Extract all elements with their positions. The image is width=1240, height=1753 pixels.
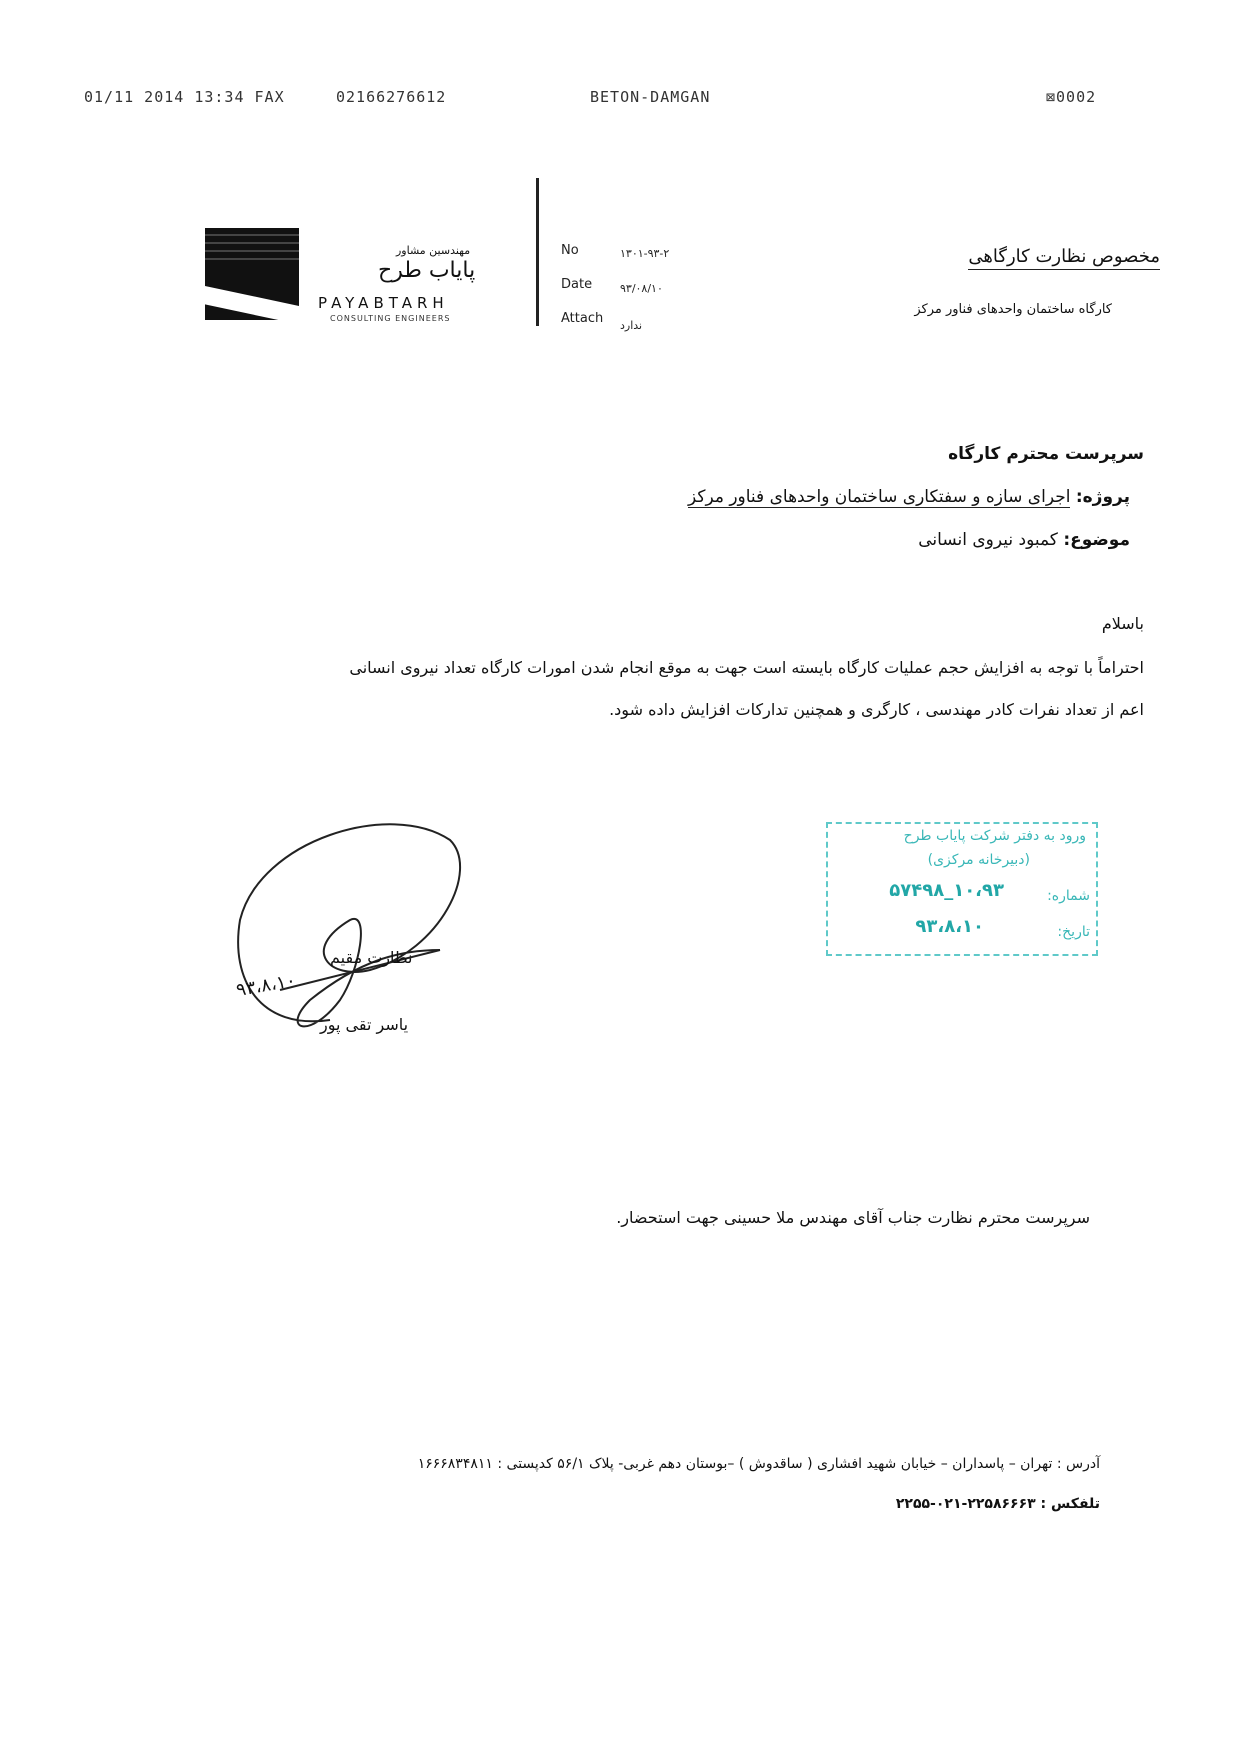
project-label: پروژه: [1075, 487, 1130, 507]
fax-sender: BETON-DAMGAN [590, 88, 711, 106]
project-line [688, 487, 1130, 507]
signature-date: ۹۳،۸،۱۰ [234, 969, 298, 1002]
recipient: سرپرست محترم کارگاه [948, 444, 1144, 464]
letter-attach-value: ندارد [620, 319, 643, 332]
body-line-2: اعم از تعداد نفرات کادر مهندسی ، کارگری و همچنین تدارکات افزایش داده شود. [609, 700, 1144, 719]
company-name-fa: پایاب طرح [378, 258, 476, 283]
fax-datetime: 01/11 2014 13:34 FAX [84, 88, 285, 106]
department-title: مخصوص نظارت کارگاهی [968, 246, 1160, 270]
company-tagline: CONSULTING ENGINEERS [330, 314, 451, 323]
stamp-number-value: ۱۰،۹۳_۵۷۴۹۸ [889, 880, 1004, 901]
signature-role: نظارت مقیم [330, 948, 413, 967]
company-name-en: PAYABTARH [318, 294, 449, 312]
subject-label: موضوع: [1063, 530, 1130, 550]
subject-line [918, 530, 1130, 550]
stamp-line-1: ورود به دفتر شرکت پایاب طرح [903, 828, 1086, 844]
receipt-stamp [826, 822, 1098, 956]
body-line-1: احتراماً با توجه به افزایش حجم عملیات کارگاه بایسته است جهت به موقع انجام شدن امورات کارگاه تعداد نیروی انسانی [349, 658, 1144, 677]
fax-page-icon: ⊠ [1046, 88, 1057, 106]
header-divider [536, 178, 539, 326]
letter-date-value: ۹۳/۰۸/۱۰ [620, 282, 663, 295]
subject-value: کمبود نیروی انسانی [918, 530, 1058, 550]
fax-page [1046, 88, 1096, 106]
stamp-line-2: (دبیرخانه مرکزی) [927, 852, 1030, 868]
company-logo-icon [205, 228, 299, 320]
signature-name: یاسر تقی پور [320, 1015, 409, 1034]
letter-number-label: No [561, 243, 579, 258]
greeting: باسلام [1101, 614, 1144, 633]
department-subtitle: کارگاه ساختمان واحدهای فناور مرکز [914, 302, 1112, 317]
letter-number-value: ۱۳۰۱-۹۳-۲ [620, 247, 670, 260]
stamp-date-label: تاریخ: [1057, 924, 1090, 940]
stamp-number-label: شماره: [1047, 888, 1090, 904]
stamp-date-value: ۹۳،۸،۱۰ [915, 916, 984, 937]
company-small-title: مهندسین مشاور [396, 244, 471, 257]
fax-page-number: 0002 [1056, 88, 1097, 106]
project-value: اجرای سازه و سفتکاری ساختمان واحدهای فناور مرکز [687, 487, 1071, 507]
letter-date-label: Date [561, 277, 593, 292]
footer-fax: تلفکس : ۲۲۵۸۶۶۶۳-۰۲۱-۲۲۵۵ [895, 1496, 1100, 1512]
forwarding-note: سرپرست محترم نظارت جناب آقای مهندس ملا حسینی جهت استحضار. [616, 1208, 1090, 1227]
letter-attach-label: Attach [561, 311, 604, 326]
fax-number: 02166276612 [336, 88, 447, 106]
footer-address: آدرس : تهران – پاسداران – خیابان شهید افشاری ( ساقدوش ) –بوستان دهم غربی- پلاک ۵۶/۱ کدپستی : ۱۶۶۶۸۳۴۸۱۱ [417, 1456, 1100, 1472]
